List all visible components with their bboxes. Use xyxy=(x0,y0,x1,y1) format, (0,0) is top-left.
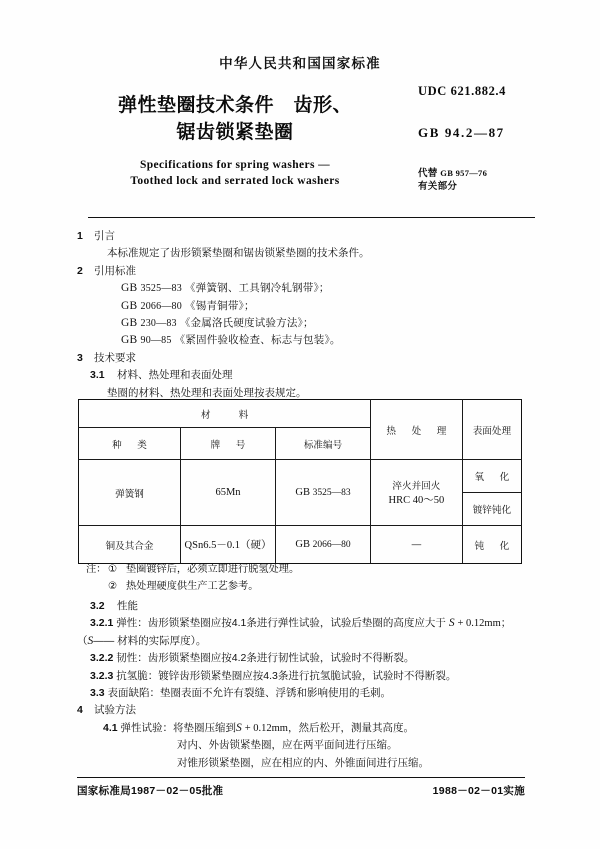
clause-3-2 xyxy=(77,598,529,615)
reference-item xyxy=(77,280,529,297)
clause-4-1-line-3: 对锥形锁紧垫圈，应在相应的内、外锥面间进行压缩。 xyxy=(177,756,429,769)
clause-4 xyxy=(77,702,529,719)
clause-3-2-2-number: 3.2.2 xyxy=(90,652,114,665)
clause-4-1-line-2: 对内、外齿锁紧垫圈，应在两平面间进行压缩。 xyxy=(177,739,398,752)
reference-name: 《锡青铜带》； xyxy=(185,299,255,312)
page-title-line-1: 弹性垫圈技术条件 齿形、 xyxy=(117,95,352,116)
clause-3-3-number: 3.3 xyxy=(90,687,105,700)
clause-3-2-title: 性能 xyxy=(117,600,138,612)
clause-3-2-1-text-a: 弹性：齿形锁紧垫圈应按4.1条进行弹性试验，试验后垫圈的高度应大于 xyxy=(116,617,446,630)
clause-3-1-title: 材料、热处理和表面处理 xyxy=(117,369,233,382)
reference-name: 《弹簧钢、工具钢冷轧钢带》； xyxy=(185,282,330,295)
clause-3-number: 3 xyxy=(77,351,83,364)
page-footer xyxy=(77,783,525,798)
specification-table xyxy=(78,399,522,564)
page-title-line-2: 锯齿锁紧垫圈 xyxy=(176,122,294,143)
clause-4-1-number: 4.1 xyxy=(103,721,118,734)
table-header-std-no: 标准编号 xyxy=(276,428,371,460)
replaces-block xyxy=(418,167,588,194)
reference-item xyxy=(77,315,529,332)
clause-3-1 xyxy=(77,367,529,384)
table-row xyxy=(79,526,522,564)
clause-4-title: 试验方法 xyxy=(94,704,136,717)
table-group-header-material: 材 料 xyxy=(79,400,371,428)
cell-surface-treatment: 钝 化 xyxy=(462,526,521,564)
clause-1-body: 本标准规定了齿形锁紧垫圈和锯齿锁紧垫圈的技术条件。 xyxy=(107,247,370,260)
cell-std-no: GB 2066—80 xyxy=(276,526,371,564)
english-title-line-2: Toothed lock and serrated lock washers xyxy=(130,175,340,187)
table-header-surface-treatment: 表面处理 xyxy=(462,400,521,460)
reference-gb: GB xyxy=(121,334,138,347)
paren-open: （ xyxy=(77,634,88,647)
replaces-note: 有关部分 xyxy=(418,182,458,192)
cell-kind: 铜及其合金 xyxy=(79,526,181,564)
reference-item xyxy=(77,332,529,349)
standard-number: GB 94.2—87 xyxy=(418,125,505,140)
clause-4-1 xyxy=(77,720,529,737)
reference-gb: GB xyxy=(121,282,138,295)
title-block xyxy=(70,92,400,189)
clause-3-2-3-text: 抗氢脆：镀锌齿形锁紧垫圈应按4.3条进行抗氢脆试验，试验时不得断裂。 xyxy=(116,669,457,682)
reference-number: 90—85 xyxy=(140,335,172,347)
note-marker: ① xyxy=(108,564,118,575)
table-row xyxy=(79,460,522,493)
reference-name: 《金属洛氏硬度试验方法》； xyxy=(179,317,314,330)
cell-kind: 弹簧钢 xyxy=(79,460,181,526)
clause-3-2-1-line-2 xyxy=(77,633,529,650)
reference-gb: GB xyxy=(121,299,138,312)
reference-number: 230—83 xyxy=(140,318,177,330)
clause-3-1-body: 垫圈的材料、热处理和表面处理按表规定。 xyxy=(107,386,307,399)
clause-3-1-number: 3.1 xyxy=(90,369,105,382)
document-body xyxy=(77,228,529,402)
clause-3-3-text: 表面缺陷：垫圈表面不允许有裂缝、浮锈和影响使用的毛刺。 xyxy=(107,687,392,700)
national-standard-label: 中华人民共和国国家标准 xyxy=(219,56,381,71)
clause-3-2-1-text-b: + 0.12mm； xyxy=(457,618,512,630)
reference-number: 3525—83 xyxy=(140,283,182,295)
clause-3-2-1-definition: —— 材料的实际厚度）。 xyxy=(93,634,207,647)
variable-s: S xyxy=(87,634,94,647)
clause-4-1-text-a: 弹性试验：将垫圈压缩到 xyxy=(120,721,237,734)
table-header-grade: 牌 号 xyxy=(181,428,276,460)
note-text: 热处理硬度供生产工艺参考。 xyxy=(126,581,259,592)
table-group-header-row xyxy=(79,400,522,428)
note-marker: ② xyxy=(108,581,118,592)
clause-3-3 xyxy=(77,685,529,702)
table-header-heat-treatment: 热 处 理 xyxy=(371,400,463,460)
clause-3 xyxy=(77,350,529,367)
replaces-value: GB 957—76 xyxy=(440,168,488,178)
note-item xyxy=(86,561,526,578)
clause-3-2-2 xyxy=(77,650,529,667)
cell-surface-treatment: 镀锌钝化 xyxy=(462,493,521,526)
cell-heat-treatment: 淬火并回火 HRC 40～50 xyxy=(371,460,463,526)
variable-s: S xyxy=(236,721,242,734)
table-header-kind: 种 类 xyxy=(79,428,181,460)
cell-grade: 65Mn xyxy=(181,460,276,526)
footer-divider xyxy=(77,777,525,778)
cell-heat-treatment: — xyxy=(371,526,463,564)
header-divider xyxy=(88,217,535,218)
note-item xyxy=(86,578,526,595)
reference-name: 《紧固件验收检查、标志与包装》。 xyxy=(174,334,341,347)
replaces-label: 代替 xyxy=(418,169,438,179)
approval-date: 国家标准局1987－02－05批准 xyxy=(77,785,224,797)
cell-grade: QSn6.5－0.1（硬） xyxy=(181,526,276,564)
clause-2-number: 2 xyxy=(77,264,83,277)
cell-surface-treatment: 氧 化 xyxy=(462,460,521,493)
clause-4-1-text-b: + 0.12mm，然后松开，测量其高度。 xyxy=(244,722,414,734)
reference-gb: GB xyxy=(121,317,138,330)
clause-3-2-1 xyxy=(77,615,529,632)
clause-3-2-3-number: 3.2.3 xyxy=(90,669,114,682)
english-title-line-1: Specifications for spring washers — xyxy=(139,159,331,171)
masthead xyxy=(0,52,600,72)
reference-item xyxy=(77,298,529,315)
notes-label: 注： xyxy=(86,564,107,575)
udc-code: UDC 621.882.4 xyxy=(418,84,507,98)
note-text: 垫圈镀锌后，必须立即进行脱氢处理。 xyxy=(126,564,300,575)
clause-2 xyxy=(77,263,529,280)
table-notes xyxy=(86,561,526,595)
clause-4-number: 4 xyxy=(77,704,83,717)
clause-3-title: 技术要求 xyxy=(94,351,136,364)
clause-1-number: 1 xyxy=(77,230,83,242)
clause-3-2-1-number: 3.2.1 xyxy=(90,617,114,630)
reference-number: 2066—80 xyxy=(140,300,182,312)
clause-1 xyxy=(77,228,529,245)
clause-3-2-number: 3.2 xyxy=(90,600,105,612)
identifier-column xyxy=(418,84,588,194)
cell-std-no: GB 3525—83 xyxy=(276,460,371,526)
implementation-date: 1988－02－01实施 xyxy=(432,785,525,797)
clause-1-title: 引言 xyxy=(94,230,115,242)
document-body-continued xyxy=(77,598,529,772)
clause-3-2-2-text: 韧性：齿形锁紧垫圈应按4.2条进行韧性试验，试验时不得断裂。 xyxy=(116,652,415,665)
clause-2-title: 引用标准 xyxy=(94,264,136,277)
clause-3-2-3 xyxy=(77,668,529,685)
variable-s: S xyxy=(448,617,455,630)
